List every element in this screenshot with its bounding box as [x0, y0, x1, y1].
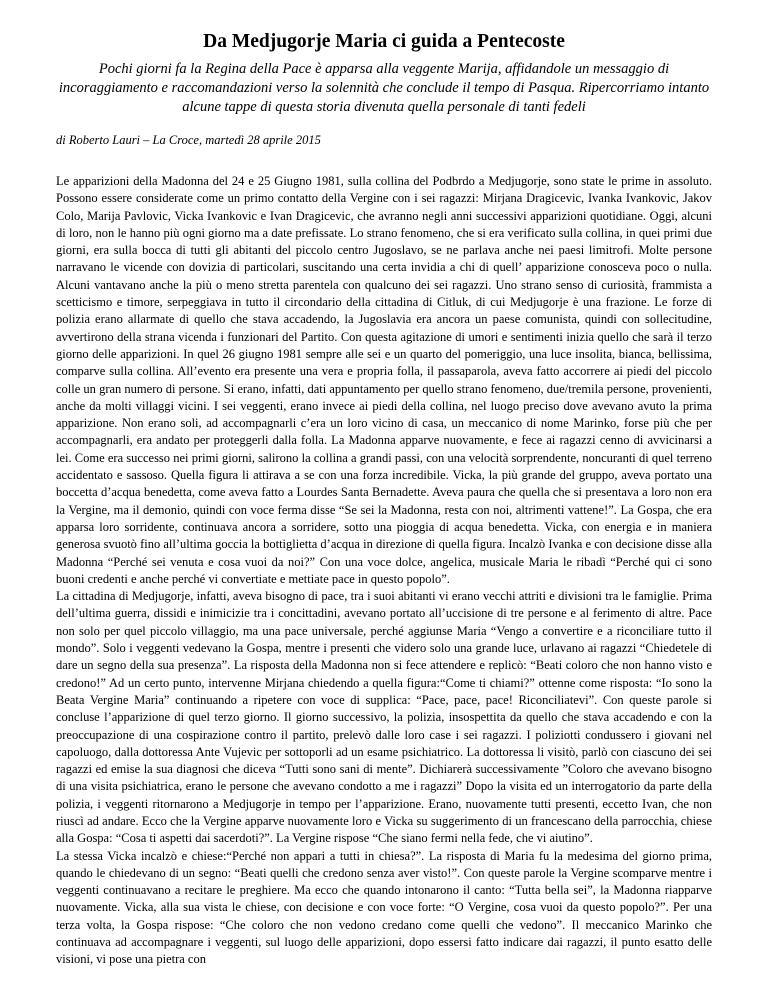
body-paragraph: La stessa Vicka incalzò e chiese:“Perché non appari a tutti in chiesa?”. La risposta di Maria fu la medesima del giorno prima, quando le chiedevano di un segno: “Beati quelli che credono senza aver visto!”. Con queste parole la Vergine scomparve mentre i veggenti continuavano a recitare le preghiere. Ma ecco che quando intonarono il canto: “Tutta bella sei”, la Madonna riapparve nuovamente. Vicka, alla sua vista le chiese, con decisione e con voce forte: “O Vergine, cosa vuoi da questo popolo?”. Per una terza volta, la Gospa rispose: “Che coloro che non vedono credano come quelli che vedono”. Il meccanico Marinko che continuava ad accompagnare i veggenti, sul luogo delle apparizioni, dopo essersi fatto indicare dai ragazzi, il punto esatto delle visioni, vi pose una pietra con: [56, 848, 712, 967]
article-body: [56, 173, 712, 969]
body-paragraph: La cittadina di Medjugorje, infatti, aveva bisogno di pace, tra i suoi abitanti vi erano vecchi attriti e divisioni tra le famiglie. Prima dell’ultima guerra, dissidi e inimicizie tra i concittadini, avevano portato all’uccisione di tre persone e al ferimento di altre. Pace non solo per quel piccolo villaggio, ma una pace universale, perché aggiunse Maria “Vengo a convertire e a riconciliare tutto il mondo”. Solo i veggenti vedevano la Gospa, mentre i presenti che videro solo una grande luce, urlavano ai ragazzi “Chiedetele di dare un segno della sua presenza”. La risposta della Madonna non si fece attendere e replicò: “Beati coloro che non hanno visto e credono!” Ad un certo punto, intervenne Mirjana chiedendo a quella figura:“Come ti chiami?” ottenne come risposta: “Io sono la Beata Vergine Maria” continuando a ripetere con voce di supplica: “Pace, pace, pace! Riconciliatevi”. Con queste parole si concluse l’apparizione di quel terzo giorno. Il giorno successivo, la polizia, insospettita da quello che stava accadendo e con la preoccupazione di una cospirazione contro il partito, prelevò dalle loro case i sei ragazzi. I poliziotti condussero i giovani nel capoluogo, dalla dottoressa Ante Vujevic per sottoporli ad un esame psichiatrico. La dottoressa li visitò, parlò con ciascuno dei sei ragazzi ed emise la sua diagnosi che diceva “Tutti sono sani di mente”. Dichiarerà successivamente ”Coloro che avevano bisogno di una visita psichiatrica, erano le persone che avevano condotto a me i ragazzi” Dopo la visita ed un interrogatorio da parte della polizia, i veggenti ritornarono a Medjugorje in tempo per l’apparizione. Erano, nuovamente tutti presenti, eccetto Ivan, che non riuscì ad andare. Ecco che la Vergine apparve nuovamente loro e Vicka su suggerimento di un francescano della parrocchia, chiese alla Gospa: “Cosa ti aspetti dai sacerdoti?”. La Vergine rispose “Che siano fermi nella fede, che vi aiutino”.: [56, 589, 712, 846]
article-byline: di Roberto Lauri – La Croce, martedì 28 aprile 2015: [56, 133, 321, 147]
article-subtitle: Pochi giorni fa la Regina della Pace è apparsa alla veggente Marija, affidandole un messaggio di incoraggiamento e raccomandazioni verso la solennità che conclude il tempo di Pasqua. Ripercorriamo intanto alcune tappe di questa storia divenuta quella personale di tanti fedeli: [58, 61, 710, 115]
document-page: [56, 30, 712, 969]
article-title: Da Medjugorje Maria ci guida a Pentecoste: [203, 31, 565, 52]
body-paragraph: Le apparizioni della Madonna del 24 e 25 Giugno 1981, sulla collina del Podbrdo a Medjugorje, sono state le prime in assoluto. Possono essere considerate come un primo contatto della Vergine con i sei ragazzi: Mirjana Dragicevic, Ivanka Ivankovic, Jakov Colo, Marija Pavlovic, Vicka Ivankovic e Ivan Dragicevic, che avranno negli anni successivi apparizioni quotidiane. Oggi, alcuni di loro, non le hanno più ogni giorno ma a date prefissate. Lo strano fenomeno, che si era verificato sulla collina, in quei primi due giorni, era sulla bocca di tutti gli abitanti del piccolo centro Jugoslavo, se ne parlava anche nei paesi limitrofi. Molte persone narravano le vicende con dovizia di particolari, suscitando una certa invidia a chi di quell’ apparizione conosceva poco o nulla. Alcuni vantavano anche la più o meno stretta parentela con qualcuno dei sei ragazzi. Uno strano senso di curiosità, frammista a scetticismo e timore, serpeggiava in tutto il circondario della cittadina di Citluk, di cui Medjugorje è una frazione. Le forze di polizia erano allarmate di quello che stava accadendo, la Jugoslavia era ancora un paese comunista, quindi con sollecitudine, avvertirono della strana vicenda i funzionari del Partito. Con questa agitazione di umori e sentimenti inizia quello che sarà il terzo giorno delle apparizioni. In quel 26 giugno 1981 sempre alle sei e un quarto del pomeriggio, una luce insolita, bianca, bellissima, comparve sulla collina. All’evento era presente una vera e propria folla, il passaparola, aveva fatto accorrere ai piedi del piccolo colle un gran numero di persone. Si erano, infatti, dati appuntamento per quello strano fenomeno, due/tremila persone, provenienti, anche da molti villaggi vicini. I sei veggenti, erano invece ai piedi della collina, nel luogo preciso dove avevano avuto la prima apparizione. Non erano soli, ad accompagnarli c’era un loro vicino di casa, un meccanico di nome Marinko, forse più che per accompagnarli, era andato per proteggerli dalla folla. La Madonna apparve nuovamente, e fece ai ragazzi cenno di avvicinarsi a lei. Come era successo nei primi giorni, salirono la collina a grandi passi, con una velocità sorprendente, noncuranti di quel terreno accidentato e sassoso. Quella figura li attirava a se con una forza incredibile. Vicka, la più grande del gruppo, aveva portato una boccetta d’acqua benedetta, come aveva fatto a Lourdes Santa Bernadette. Aveva paura che quella che si presentava a loro non era la Vergine, ma il demonio, quindi con voce ferma disse “Se sei la Madonna, resta con noi, altrimenti vattene!”. La Gospa, che era apparsa loro sorridente, continuava ancora a sorridere, sotto una pioggia di acqua benedetta. Vicka, con energia e in maniera generosa svuotò fino all’ultima goccia la bottiglietta d’acqua in direzione di quella figura. Incalzò Ivanka e con decisione disse alla Madonna “Perché sei venuta e cosa vuoi da noi?” Con una voce dolce, angelica, musicale Maria le ribadì “Perché qui ci sono buoni credenti e anche perché vi convertiate e mettiate pace in questo popolo”.: [56, 174, 712, 586]
